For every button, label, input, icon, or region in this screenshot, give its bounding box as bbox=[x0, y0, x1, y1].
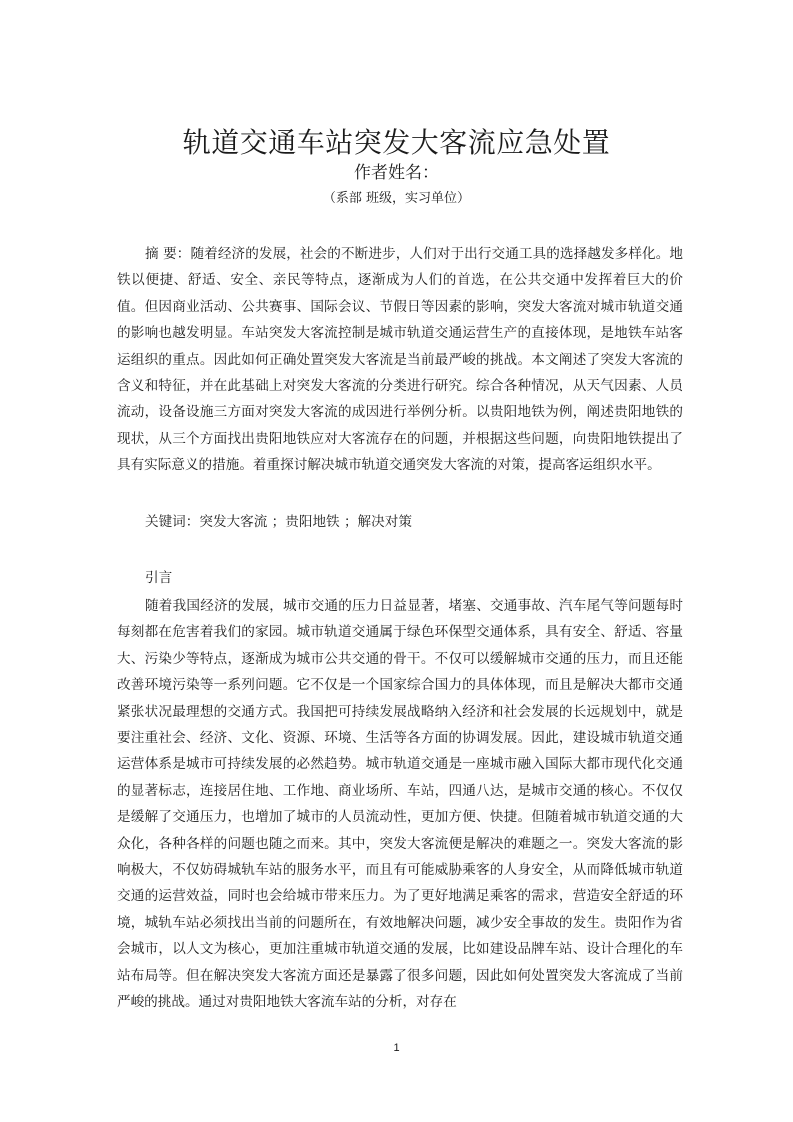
keywords-line: 关键词：突发大客流 ；贵阳地铁 ；解决对策 bbox=[145, 514, 412, 530]
page-number: 1 bbox=[393, 1042, 400, 1054]
author-line: 作者姓名： bbox=[354, 163, 439, 183]
document-title: 轨道交通车站突发大客流应急处置 bbox=[182, 125, 611, 159]
affiliation-line: （系部 班级，实习单位） bbox=[322, 191, 471, 206]
abstract-paragraph: 摘 要：随着经济的发展，社会的不断进步，人们对于出行交通工具的选择越发多样化。地铁以便捷、舒适、安全、亲民等特点，逐渐成为人们的首选，在公共交通中发挥着巨大的价值。但因商业活动、公共赛事、国际会议、节假日等因素的影响，突发大客流对城市轨道交通的影响也越发明显。车站突发大客流控制是城市轨道交通运营生产的直接体现，是地铁车站客运组织的重点。因此如何正确处置突发大客流是当前最严峻的挑战。本文阐述了突发大客流的含义和特征，并在此基础上对突发大客流的分类进行研究。综合各种情况，从天气因素、人员流动，设备设施三方面对突发大客流的成因进行举例分析。以贵阳地铁为例，阐述贵阳地铁的现状，从三个方面找出贵阳地铁应对大客流存在的问题，并根据这些问题，向贵阳地铁提出了具有实际意义的措施。着重探讨解决城市轨道交通突发大客流的对策，提高客运组织水平。 bbox=[117, 246, 683, 474]
section-heading-introduction: 引言 bbox=[145, 570, 173, 586]
introduction-paragraph: 随着我国经济的发展，城市交通的压力日益显著，堵塞、交通事故、汽车尾气等问题每时每刻都在危害着我们的家园。城市轨道交通属于绿色环保型交通体系，具有安全、舒适、容量大、污染少等特点，逐渐成为城市公共交通的骨干。不仅可以缓解城市交通的压力，而且还能改善环境污染等一系列问题。它不仅是一个国家综合国力的具体体现，而且是解决大都市交通紧张状况最理想的交通方式。我国把可持续发展战略纳入经济和社会发展的长远规划中，就是要注重社会、经济、文化、资源、环境、生活等各方面的协调发展。因此，建设城市轨道交通运营体系是城市可持续发展的必然趋势。城市轨道交通是一座城市融入国际大都市现代化交通的显著标志，连接居住地、工作地、商业场所、车站，四通八达，是城市交通的核心。不仅仅是缓解了交通压力，也增加了城市的人员流动性，更加方便、快捷。但随着城市轨道交通的大众化，各种各样的问题也随之而来。其中，突发大客流便是解决的难题之一。突发大客流的影响极大，不仅妨碍城轨车站的服务水平，而且有可能威胁乘客的人身安全，从而降低城市轨道交通的运营效益，同时也会给城市带来压力。为了更好地满足乘客的需求，营造安全舒适的环境，城轨车站必须找出当前的问题所在，有效地解决问题，减少安全事故的发生。贵阳作为省会城市，以人文为核心，更加注重城市轨道交通的发展，比如建设品牌车站、设计合理化的车站布局等。但在解决突发大客流方面还是暴露了很多问题，因此如何处置突发大客流成了当前严峻的挑战。通过对贵阳地铁大客流车站的分析，对存在 bbox=[117, 598, 683, 1011]
